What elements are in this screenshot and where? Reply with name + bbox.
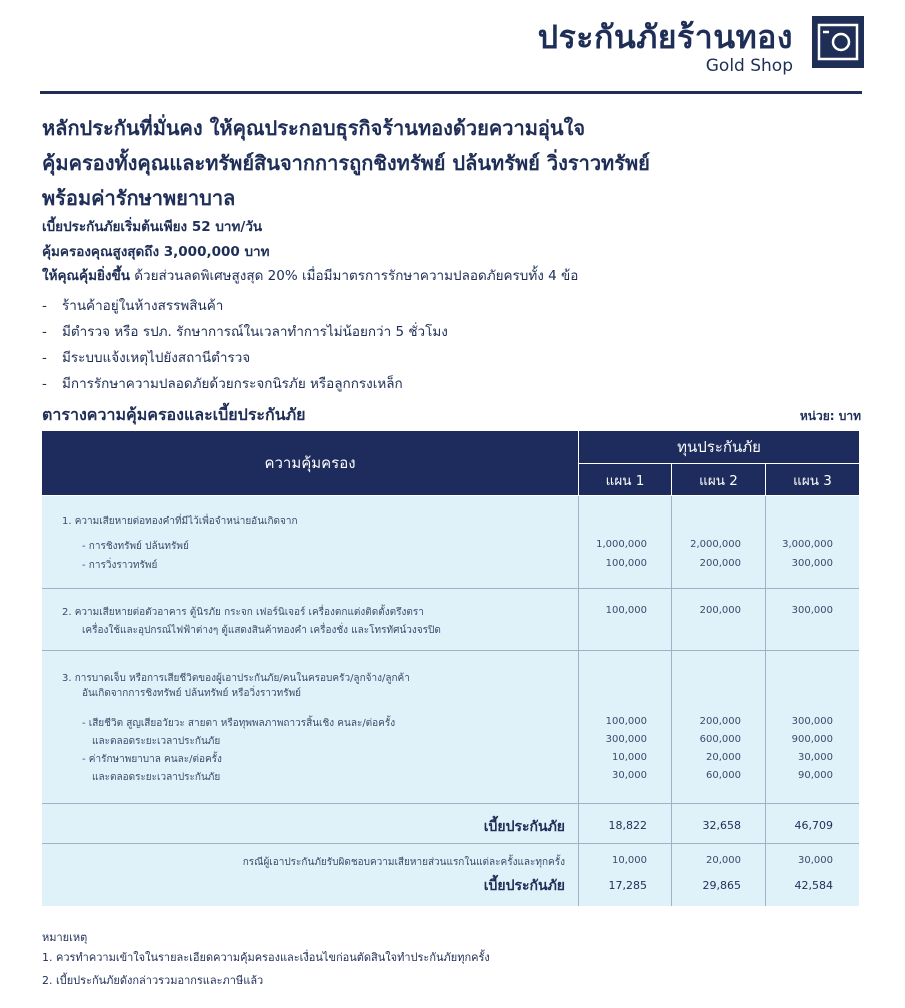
cell-value: 3,000,000 [782, 539, 833, 550]
cell-value: 300,000 [791, 558, 833, 569]
cell-value: 30,000 [612, 770, 647, 781]
row-divider [42, 843, 859, 844]
section-3-row-label: - ค่ารักษาพยาบาล คนละ/ต่อครั้ง [82, 754, 222, 765]
condition-item: - มีตำรวจ หรือ รปภ. รักษาการณ์ในเวลาทำการไม่น้อยกว่า 5 ชั่วโมง [42, 324, 448, 340]
cell-value: 600,000 [699, 734, 741, 745]
premium-deductible-value: 42,584 [794, 879, 833, 892]
row-divider [42, 803, 859, 804]
brand-title: ประกันภัยร้านทอง [537, 18, 793, 56]
premium-value: 18,822 [608, 819, 647, 832]
condition-item: - ร้านค้าอยู่ในห้างสรรพสินค้า [42, 298, 224, 314]
section-3-row-label: และตลอดระยะเวลาประกันภัย [92, 772, 221, 783]
section-2-line-1: 2. ความเสียหายต่อตัวอาคาร ตู้นิรภัย กระจก เฟอร์นิเจอร์ เครื่องตกแต่งติดตั้งตรึงตรา [62, 607, 424, 618]
cell-value: 100,000 [605, 605, 647, 616]
header-divider-v [671, 464, 672, 495]
cell-value: 100,000 [605, 716, 647, 727]
premium-deductible-value: 17,285 [608, 879, 647, 892]
plan-1-header: แผน 1 [579, 464, 671, 495]
cell-value: 200,000 [699, 605, 741, 616]
max-coverage: คุ้มครองคุณสูงสุดถึง 3,000,000 บาท [42, 244, 270, 260]
headline-line-2: คุ้มครองทั้งคุณและทรัพย์สินจากการถูกชิงทรัพย์ ปล้นทรัพย์ วิ่งราวทรัพย์ [42, 151, 650, 175]
cell-value: 60,000 [706, 770, 741, 781]
section-1-row-label: - การชิงทรัพย์ ปล้นทรัพย์ [82, 541, 189, 552]
cell-value: 20,000 [706, 752, 741, 763]
condition-item: - มีระบบแจ้งเหตุไปยังสถานีตำรวจ [42, 350, 251, 366]
premium-value: 32,658 [702, 819, 741, 832]
col-coverage-header: ความคุ้มครอง [42, 431, 578, 495]
section-3-line-2: อันเกิดจากการชิงทรัพย์ ปล้นทรัพย์ หรือวิ่งราวทรัพย์ [82, 688, 302, 699]
deductible-value: 10,000 [612, 855, 647, 866]
deductible-value: 30,000 [798, 855, 833, 866]
cell-value: 300,000 [791, 605, 833, 616]
cell-value: 2,000,000 [690, 539, 741, 550]
header-divider [40, 91, 862, 94]
section-3-line-1: 3. การบาดเจ็บ หรือการเสียชีวิตของผู้เอาประกันภัย/คนในครอบครัว/ลูกจ้าง/ลูกค้า [62, 673, 410, 684]
unit-label: หน่วย: บาท [799, 409, 861, 423]
plan-3-header: แผน 3 [766, 464, 859, 495]
header-divider-h [578, 463, 859, 464]
table-title: ตารางความคุ้มครองและเบี้ยประกันภัย [42, 405, 306, 424]
cell-value: 10,000 [612, 752, 647, 763]
cell-value: 30,000 [798, 752, 833, 763]
cell-value: 100,000 [605, 558, 647, 569]
premium-value: 46,709 [794, 819, 833, 832]
premium-deductible-value: 29,865 [702, 879, 741, 892]
deductible-value: 20,000 [706, 855, 741, 866]
cell-value: 900,000 [791, 734, 833, 745]
discount-line [42, 265, 578, 287]
cell-value: 200,000 [699, 716, 741, 727]
plan-2-header: แผน 2 [672, 464, 765, 495]
premium-deductible-label: เบี้ยประกันภัย [483, 878, 565, 894]
condition-item: - มีการรักษาความปลอดภัยด้วยกระจกนิรภัย หรือลูกกรงเหล็ก [42, 376, 403, 392]
brand-subtitle: Gold Shop [705, 56, 793, 76]
row-divider [42, 650, 859, 651]
safe-logo-icon [812, 16, 864, 68]
deductible-label: กรณีผู้เอาประกันภัยรับผิดชอบความเสียหายส่วนแรกในแต่ละครั้งและทุกครั้ง [242, 857, 565, 868]
discount-bold: ให้คุณคุ้มยิ่งขึ้น [42, 268, 130, 284]
premium-label: เบี้ยประกันภัย [483, 819, 565, 835]
header-divider-v [765, 464, 766, 495]
note-item: 1. ควรทำความเข้าใจในรายละเอียดความคุ้มครองและเงื่อนไขก่อนตัดสินใจทำประกันภัยทุกครั้ง [42, 951, 490, 964]
note-item: 2. เบี้ยประกันภัยดังกล่าวรวมอากรและภาษีแล้ว [42, 974, 264, 987]
col-sum-insured-header: ทุนประกันภัย [579, 431, 859, 463]
section-1-row-label: - การวิ่งราวทรัพย์ [82, 560, 158, 571]
headline-line-3: พร้อมค่ารักษาพยาบาล [42, 186, 236, 210]
cell-value: 90,000 [798, 770, 833, 781]
header [0, 0, 905, 88]
header-divider-v [578, 431, 579, 495]
cell-value: 300,000 [791, 716, 833, 727]
discount-text: ด้วยส่วนลดพิเศษสูงสุด 20% เมื่อมีมาตรการรักษาความปลอดภัยครบทั้ง 4 ข้อ [129, 268, 579, 284]
cell-value: 300,000 [605, 734, 647, 745]
section-1-title: 1. ความเสียหายต่อทองคำที่มีไว้เพื่อจำหน่ายอันเกิดจาก [62, 516, 298, 527]
cell-value: 1,000,000 [596, 539, 647, 550]
headline-line-1: หลักประกันที่มั่นคง ให้คุณประกอบธุรกิจร้านทองด้วยความอุ่นใจ [42, 116, 586, 140]
premium-start: เบี้ยประกันภัยเริ่มต้นเพียง 52 บาท/วัน [42, 219, 263, 235]
section-3-row-label: และตลอดระยะเวลาประกันภัย [92, 736, 221, 747]
cell-value: 200,000 [699, 558, 741, 569]
notes-title: หมายเหตุ [42, 931, 88, 944]
row-divider [42, 588, 859, 589]
section-3-row-label: - เสียชีวิต สูญเสียอวัยวะ สายตา หรือทุพพลภาพถาวรสิ้นเชิง คนละ/ต่อครั้ง [82, 718, 396, 729]
section-2-line-2: เครื่องใช้และอุปกรณ์ไฟฟ้าต่างๆ ตู้แสดงสินค้าทองคำ เครื่องชั่ง และโทรทัศน์วงจรปิด [82, 625, 441, 636]
